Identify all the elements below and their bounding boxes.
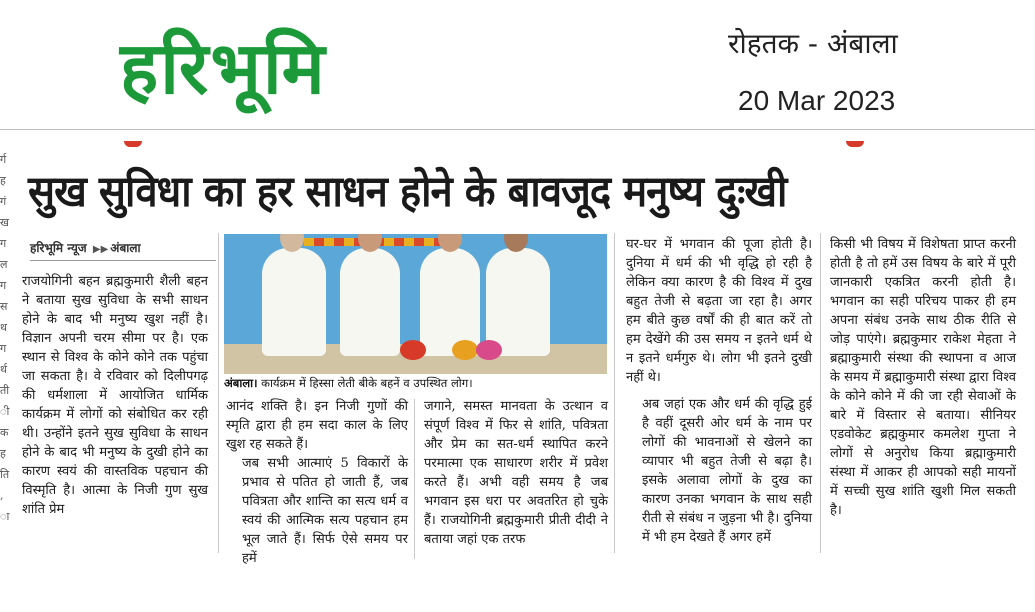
fragment-text: ह	[0, 447, 6, 460]
paragraph: जब सभी आत्माएं 5 विकारों के प्रभाव से पतित हो जाती हैं, जब पवित्रता और शान्ति का सत्य धर्म व स्वयं की आत्मिक सत्य पहचान हम भूल जाते हैं। सिर्फ ऐसे समय पर हमें	[242, 456, 408, 566]
flower-decoration	[476, 340, 502, 360]
caption-text: कार्यक्रम में हिस्सा लेती बीके बहनें व उपस्थित लोग।	[261, 376, 473, 390]
fragment-text: ग	[0, 279, 7, 292]
byline	[30, 240, 216, 261]
column-divider	[218, 233, 219, 553]
fragment-text: स	[0, 300, 8, 313]
masthead	[0, 0, 1035, 130]
photo-caption	[224, 374, 607, 392]
newspaper-logo: हरिभूमि	[120, 26, 327, 110]
paragraph: जगाने, समस्त मानवता के उत्थान व संपूर्ण विश्व में फिर से शांति, पवित्रता और प्रेम का सत-धर्म स्थापित करने परमात्मा एक साधारण शरीर में प्रवेश करते हैं। अभी वही समय है जब भगवान इस धरा पर अवतरित हो चुके हैं। राजयोगिनी ब्रह्मकुमारी प्रीती दीदी ने बताया जहां एक तरफ	[424, 399, 608, 547]
column-divider	[414, 399, 415, 559]
fragment-text: क	[0, 426, 9, 439]
photo-person	[262, 248, 326, 356]
column-divider	[820, 233, 821, 553]
fragment-text: ख	[0, 216, 9, 229]
fragment-text: ती	[0, 384, 10, 397]
fragment-text: ह	[0, 174, 6, 187]
event-photo	[224, 234, 607, 374]
article-column-5	[830, 235, 1016, 520]
adjacent-article-fragments	[0, 149, 12, 527]
fragment-text: ग	[0, 342, 7, 355]
fragment-text: ति	[0, 468, 10, 481]
photo-person	[340, 248, 400, 356]
red-marker-decoration	[846, 141, 864, 147]
fragment-text: ,	[0, 489, 4, 502]
byline-place: अंबाला	[110, 241, 141, 255]
fragment-text: गं	[0, 195, 7, 208]
paragraph: आनंद शक्ति है। इन निजी गुणों की स्मृति द्वारा ही हम सदा काल के लिए खुश रह सकते हैं।	[226, 399, 408, 452]
flower-decoration	[452, 340, 478, 360]
article-column-4	[626, 235, 812, 547]
photo-person	[420, 248, 480, 356]
paragraph: अब जहां एक और धर्म की वृद्धि हुई है वहीं दूसरी ओर धर्म के नाम पर लोगों की भावनाओं से खेलने का व्यापार भी बहुत तेजी से बढ़ा है। इसके अलावा लोगों के दुख का कारण उनका भगवान के साथ सही रीती से संबंध न जुड़ना भी है। दुनिया में भी हम देखते हैं अगर हमें	[642, 397, 812, 545]
fragment-text: थ	[0, 321, 8, 334]
news-clipping	[0, 131, 1035, 612]
caption-place: अंबाला।	[224, 376, 258, 390]
paragraph: किसी भी विषय में विशेषता प्राप्त करनी होती है तो हमें उस विषय के बारे में पूरी जानकारी एकत्रित करनी होती है। भगवान का सही परिचय पाकर ही हम अपना संबंध उनके साथ ठीक रीति से जोड़ पाएंगे। ब्रह्मकुमार राकेश मेहता ने ब्रह्माकुमारी संस्था की स्थापना व आज के समय में ब्रह्माकुमारी संस्था द्वारा विश्व के कोने कोने में की जा रही सेवाओं के बारे में विस्तार से बताया। सीनियर एडवोकेट ब्रह्मकुमार कमलेश गुप्ता ने लोगों से अनुरोध किया ब्रह्माकुमारी संस्था में आकर ही आपको सही मायनों में सच्ची सुख शांति खुशी मिल सकती है।	[830, 237, 1016, 518]
fragment-text: ग	[0, 237, 7, 250]
article-column-2	[226, 397, 408, 568]
fragment-text: ल	[0, 258, 8, 271]
double-arrow-icon: ▶▶	[92, 244, 109, 255]
fragment-text: ी	[0, 405, 10, 418]
red-marker-decoration	[124, 141, 142, 147]
flower-decoration	[400, 340, 426, 360]
edition-label: रोहतक - अंबाला	[728, 27, 898, 60]
column-divider	[614, 233, 615, 553]
fragment-text: ा	[0, 510, 10, 523]
paragraph: राजयोगिनी बहन ब्रह्मकुमारी शैली बहन ने बताया सुख सुविधा के सभी साधन होने के बाद भी मनुष्य खुश नहीं है। विज्ञान अपनी चरम सीमा पर है। एक स्थान से विश्व के कोने कोने तक पहुंचा जा सकता है। वे रविवार को दिलीपगढ़ की धर्मशाला में आयोजित धार्मिक कार्यक्रम में लोगों को संबोधित कर रही थी। उन्होंने इतने सुख सुविधा के साधन होने के बाद भी मनुष्य के दुखी होने का कारण स्वयं की वास्तविक पहचान की विस्मृति है। आत्मा के निजी गुण सुख शांति प्रेम	[22, 274, 208, 517]
photo-person	[486, 248, 550, 356]
fragment-text: र्ग	[0, 153, 7, 166]
paragraph: घर-घर में भगवान की पूजा होती है। दुनिया में धर्म की भी वृद्धि हो रही है लेकिन क्या कारण है की विश्व में दुख बहुत तेजी से बढ़ता जा रहा है। अगर हम बीते कुछ वर्षों की ही बात करें तो हम देखेंगे की उस समय न इतने धर्म थे न इतने धर्मगुरु थे। लोग भी इतने दुखी नहीं थे।	[626, 237, 812, 385]
article-headline: सुख सुविधा का हर साधन होने के बावजूद मनुष्य दुःखी	[28, 167, 787, 217]
article-column-1	[22, 272, 208, 519]
byline-source: हरिभूमि न्यूज	[30, 241, 87, 255]
publication-date: 20 Mar 2023	[738, 85, 896, 116]
fragment-text: र्थ	[0, 363, 8, 376]
article-column-3	[424, 397, 608, 549]
